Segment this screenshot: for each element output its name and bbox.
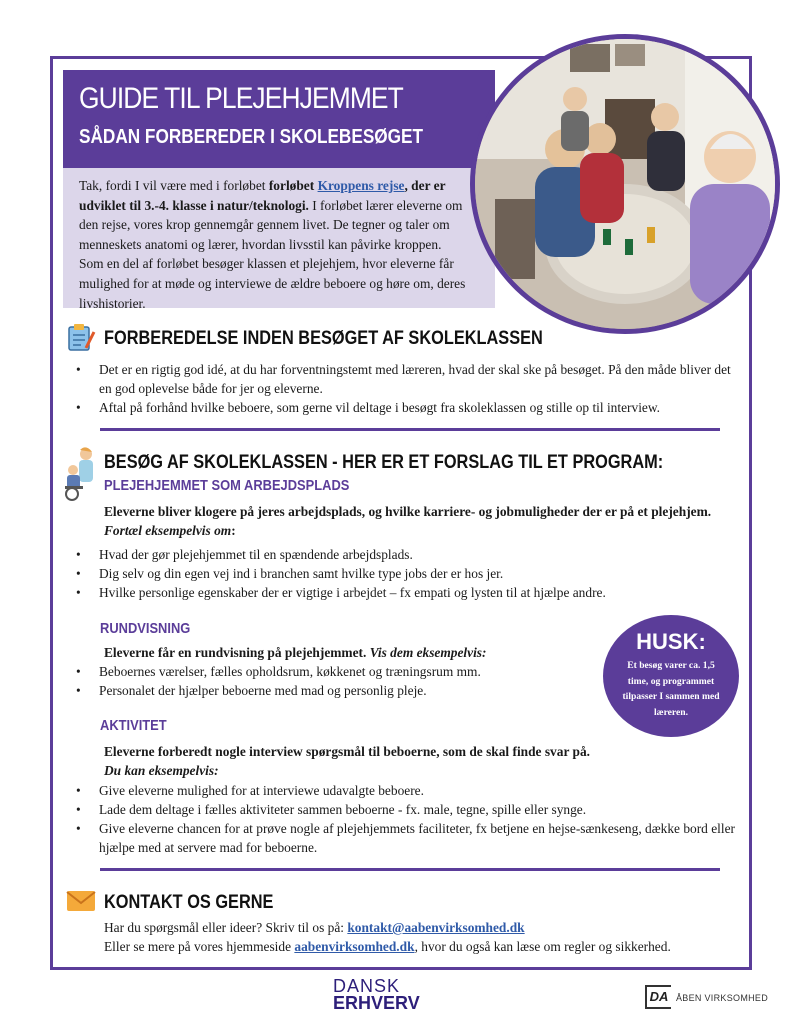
list-item: • Dig selv og din egen vej ind i branchen samt hvilke type jobs der er hos jer. — [76, 564, 736, 583]
lead-italic: Vis dem eksempelvis: — [369, 645, 487, 660]
section-preparation-title: FORBEREDELSE INDEN BESØGET AF SKOLEKLASSEN — [104, 328, 543, 349]
kroppens-rejse-link[interactable]: Kroppens rejse — [317, 178, 405, 193]
aaben-virksomhed-logo: ÅBEN VIRKSOMHED — [676, 993, 769, 1003]
tour-list — [76, 662, 596, 700]
workplace-subtitle: PLEJEHJEMMET SOM ARBEJDSPLADS — [104, 477, 350, 494]
tour-lead — [104, 643, 624, 662]
reminder-title: HUSK: — [636, 629, 706, 654]
activity-list — [76, 781, 736, 857]
clipboard-icon — [66, 322, 96, 352]
workplace-list — [76, 545, 736, 602]
lead-bold: Eleverne får en rundvisning på plejehjemmet. — [104, 645, 367, 660]
activity-lead — [104, 742, 704, 780]
reminder-badge — [603, 615, 739, 737]
intro-bold-2: , der er udviklet til 3.-4. klasse i natur/teknologi. — [79, 178, 446, 213]
divider — [100, 428, 720, 431]
website-link[interactable]: aabenvirksomhed.dk — [294, 939, 415, 954]
intro-body: I forløbet lærer eleverne om den rejse, vores krop gennemgår gennem livet. De tegner og taler om menneskets anatomi og lærer, hvordan livsstil kan påvirke kroppen. Som en del af forløbet besøger klassen et plejehjem, hvor eleverne får mulighed for at møde og interviewe de ældre beboere og høre om, deres livshistorier. — [79, 197, 466, 311]
list-item: • Beboernes værelser, fælles opholdsrum, køkkenet og træningsrum mm. — [76, 662, 596, 681]
activity-title: AKTIVITET — [100, 717, 167, 734]
contact-line-2-end: , hvor du også kan læse om regler og sikkerhed. — [414, 939, 671, 954]
envelope-icon — [66, 890, 96, 912]
dansk-erhverv-logo — [333, 978, 420, 1012]
lead-bold: Eleverne forberedt nogle interview spørgsmål til beboerne, som de skal finde svar på. — [104, 744, 590, 759]
list-item: • Lade dem deltage i fælles aktiviteter sammen beboerne - fx. male, tegne, spille eller synge. — [76, 800, 736, 819]
contact-title: KONTAKT OS GERNE — [104, 892, 274, 913]
logo-top: DANSK — [333, 976, 401, 996]
intro-text — [79, 176, 469, 313]
list-item: • Hvad der gør plejehjemmet til en spændende arbejdsplads. — [76, 545, 736, 564]
lead-bold: Eleverne bliver klogere på jeres arbejdsplads, og hvilke karriere- og jobmuligheder der er på et plejehjem. — [104, 504, 712, 519]
page-subtitle: SÅDAN FORBEREDER I SKOLEBESØGET — [79, 126, 424, 148]
contact-line-2: Eller se mere på vores hjemmeside — [104, 939, 295, 954]
page-title: GUIDE TIL PLEJEHJEMMET — [79, 82, 403, 115]
caregiver-icon — [62, 446, 98, 502]
lead-italic: Du kan eksempelvis: — [104, 763, 219, 778]
lead-italic: Fortæl eksempelvis om — [104, 523, 232, 538]
list-item: • Hvilke personlige egenskaber der er vigtige i arbejdet – fx empati og lysten til at hjælpe andre. — [76, 583, 736, 602]
list-item: • Give eleverne chancen for at prøve nogle af plejehjemmets faciliteter, fx betjene en hejse-sænkeseng, dække bord eller hjælpe med at servere mad for beboerne. — [76, 819, 736, 857]
email-link[interactable]: kontakt@aabenvirksomhed.dk — [347, 920, 525, 935]
list-item: • Give eleverne mulighed for at interviewe udavalgte beboere. — [76, 781, 736, 800]
intro-part: Tak, fordi I vil være med i forløbet — [79, 178, 269, 193]
list-item: • Aftal på forhånd hvilke beboere, som gerne vil deltage i besøgt fra skoleklassen og stille op til interview. — [76, 398, 736, 417]
aaben-virksomhed-mark: DA — [645, 985, 671, 1009]
list-item: • Det er en rigtig god idé, at du har forventningstemt med læreren, hvad der skal ske på besøget. På den måde bliver det en god oplevelse både for jer og eleverne. — [76, 360, 736, 398]
section-visit-title: BESØG AF SKOLEKLASSEN - HER ER ET FORSLAG TIL ET PROGRAM: — [104, 452, 664, 473]
nursing-home-photo — [470, 34, 780, 334]
list-item: • Personalet der hjælper beboerne med mad og personlig pleje. — [76, 681, 596, 700]
workplace-lead — [104, 502, 724, 540]
lead-end: : — [231, 523, 236, 538]
divider — [100, 868, 720, 871]
tour-title: RUNDVISNING — [100, 620, 191, 637]
logo-bottom: ERHVERV — [333, 993, 420, 1013]
intro-bold: forløbet — [268, 178, 318, 193]
contact-line-1: Har du spørgsmål eller ideer? Skriv til os på: — [104, 920, 348, 935]
reminder-text: Et besøg varer ca. 1,5 time, og programmet tilpasser I sammen med læreren. — [622, 660, 720, 718]
contact-text — [104, 918, 744, 956]
preparation-list — [76, 360, 736, 417]
